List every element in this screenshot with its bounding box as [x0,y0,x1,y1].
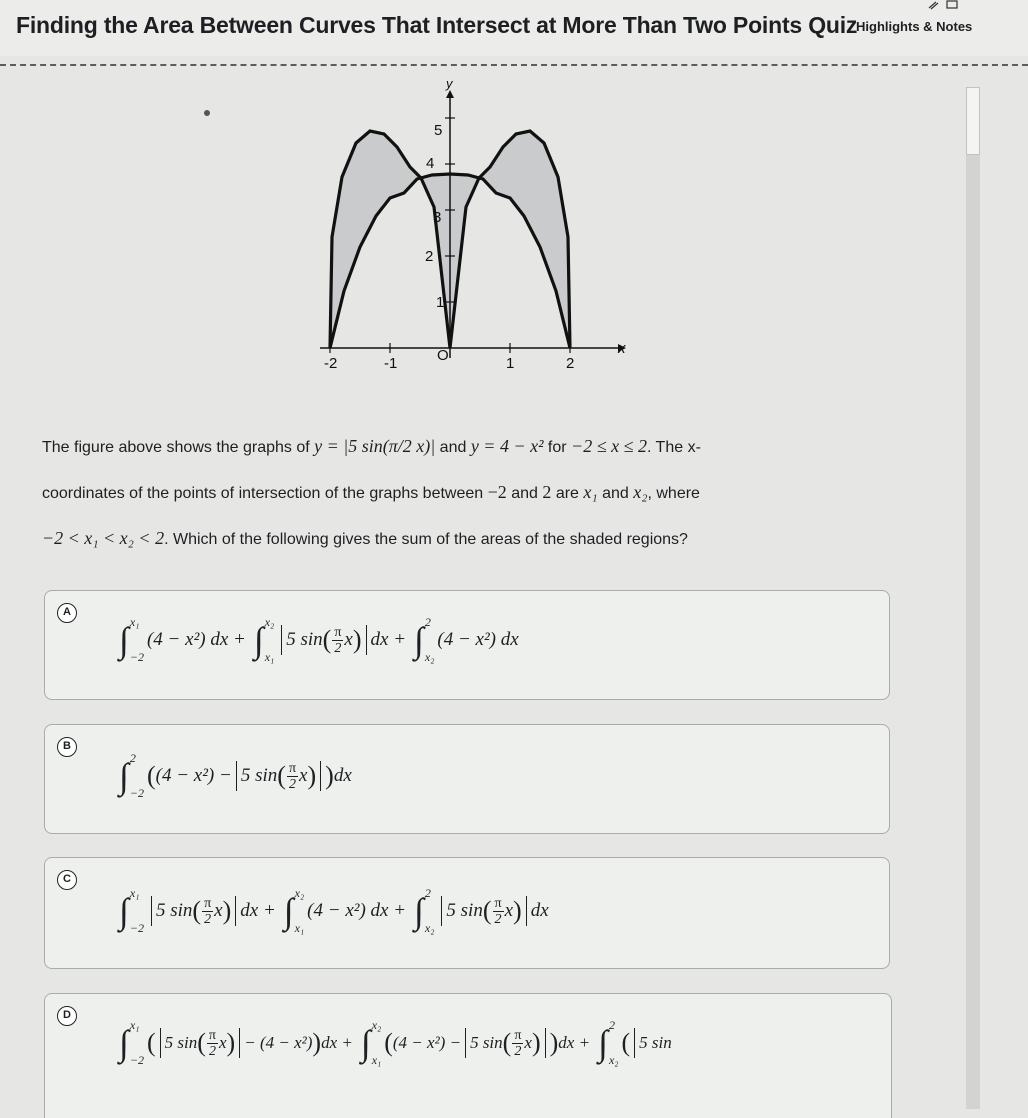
area-graph [300,80,640,380]
y-tick-label: 4 [426,155,435,172]
toolbar-icons[interactable] [927,0,963,10]
x-tick-label: 1 [506,355,515,372]
option-c-expression: ∫ x₁ −2 5 sin ( $\frac{\pi}{2}$ x ) dx + ∫ x₂ x₁ (4 − x²) dx + ∫ 2 x₂ 5 sin ( $\frac{\pi}{2}$ x ) dx [119,886,549,935]
question-text: The figure above shows the graphs of y = |5 sin(π/2 x)| and y = 4 − x² for −2 ≤ x ≤ 2. The x- coordinates of the points of intersection of the graphs between −2 and 2 are x₁ and x₂, where −2 < x₁ < x₂ < 2. Which of the following gives the sum of the areas of the shaded regions? [42,436,701,548]
quiz-header [0,0,1028,56]
option-a-badge[interactable]: A [57,603,77,623]
option-b-expression: ∫ 2 −2 ( (4 − x²) − 5 sin ( $\frac{\pi}{2}$ x ) ) dx [119,751,352,800]
option-d[interactable] [44,993,892,1118]
origin-label: O [437,347,449,364]
math-inequality: −2 < x₁ < x₂ < 2 [42,528,165,548]
quiz-title: Finding the Area Between Curves That Intersect at More Than Two Points Quiz [16,12,858,38]
y-tick-label: 2 [425,248,434,265]
y-axis-arrow [446,90,454,98]
y-axis-label: y [446,80,453,91]
scrollbar-thumb[interactable] [966,87,980,155]
option-c[interactable] [44,857,890,969]
y-tick-label: 5 [434,122,443,139]
pen-icon[interactable] [929,2,938,9]
highlights-notes-link[interactable]: Highlights & Notes [856,19,973,34]
stray-dot [204,110,210,116]
option-d-expression: ∫ x₁ −2 ( 5 sin ( $\frac{\pi}{2}$ x ) − (4 − x²) ) dx + ∫ x₂ x₁ ( (4 − x²) − 5 sin ( $\frac{\pi}{2}$ x ) ) dx + ∫ 2 x₂ ( 5 sin [119,1018,672,1067]
option-b-badge[interactable]: B [57,737,77,757]
scrollbar[interactable] [966,87,980,1109]
math-f1: y = |5 sin(π/2 x)| [314,436,436,456]
x-axis-label: x [618,340,626,357]
x-tick-label: -2 [324,355,338,372]
x-tick-label: -1 [384,355,398,372]
comment-icon[interactable] [947,1,957,8]
x-tick-label: 2 [566,355,575,372]
option-a-expression: ∫ x₁ −2 (4 − x²) dx + ∫ x₂ x₁ 5 sin ( $\frac{\pi}{2}$ x ) dx + ∫ 2 x₂ (4 − x²) dx [119,615,519,664]
y-tick-label: 3 [433,209,442,226]
option-b[interactable] [44,724,890,834]
y-tick-label: 1 [436,294,445,311]
math-f2: y = 4 − x² [470,436,544,456]
option-c-badge[interactable]: C [57,870,77,890]
header-divider [0,64,1028,66]
math-range: −2 ≤ x ≤ 2 [571,436,647,456]
option-d-badge[interactable]: D [57,1006,77,1026]
option-a[interactable] [44,590,890,700]
